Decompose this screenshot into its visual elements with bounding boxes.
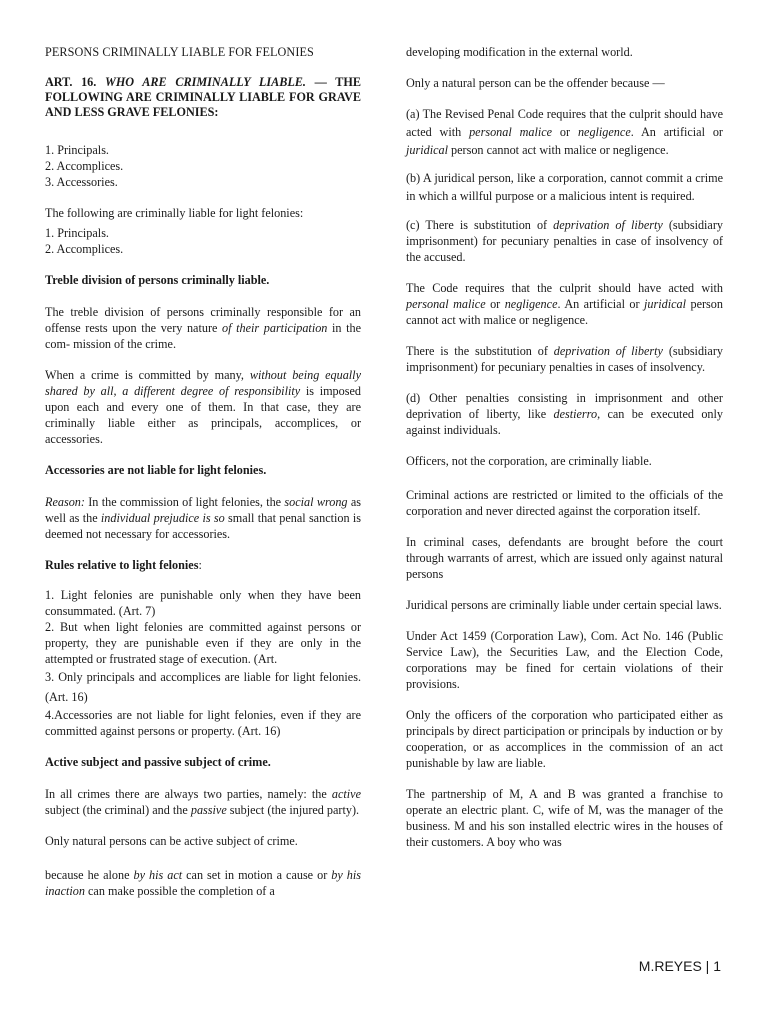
italic-run: personal malice [469, 125, 553, 139]
grave-felonies-list [45, 142, 361, 190]
italic-run: deprivation of liberty [553, 344, 663, 358]
treble-division-heading: Treble division of persons criminally liable. [45, 273, 270, 287]
text-run: There is the substitution of [406, 344, 554, 358]
only-officers-paragraph: Only the officers of the corporation who participated either as principals by direct participation or principals by induction or by cooperation, or as accomplices in the commission of an act punishable by law are liable. [406, 708, 723, 770]
list-item: 2. Accomplices. [45, 159, 124, 173]
text-run: can set in motion a cause or [182, 868, 332, 882]
reason-b-paragraph: (b) A juridical person, like a corporation, cannot commit a crime in which a willful purpose or a malicious intent is required. [406, 171, 723, 203]
italic-run: of their participation [222, 321, 328, 335]
because-paragraph [45, 867, 361, 899]
rules-list [45, 587, 361, 739]
rules-heading [45, 557, 361, 573]
article-title: WHO ARE CRIMINALLY LIABLE. [104, 75, 306, 89]
italic-run: social wrong [284, 495, 348, 509]
text-run: can make possible the completion of a [84, 884, 275, 898]
text-run: : [198, 558, 202, 572]
italic-run: negligence [504, 297, 558, 311]
treble-paragraph-2 [45, 367, 361, 447]
reason-paragraph [45, 494, 361, 542]
text-run: . An artificial or [557, 297, 645, 311]
list-item: 1. Principals. [45, 226, 109, 240]
text-run: (subsidiary imprisonment) for pecuniary penalties in case of insolvency of the accused. [406, 218, 723, 264]
accessories-heading: Accessories are not liable for light felonies. [45, 463, 267, 477]
substitution-paragraph [406, 343, 723, 375]
partnership-paragraph: The partnership of M, A and B was granted a franchise to operate an electric plant. C, wife of M, was the manager of the business. M and his son installed electric wires in the houses of their customers. A boy who was [406, 787, 723, 849]
text-run: In all crimes there are always two parties, namely: the [45, 787, 332, 801]
text-run: Rules relative to light felonies [45, 558, 199, 572]
text-run: person cannot act with malice or negligence. [406, 297, 723, 327]
text-run: In the commission of light felonies, the [84, 495, 285, 509]
reason-label: Reason: [45, 495, 85, 509]
text-run: , can be executed only against individuals. [406, 407, 723, 437]
list-item: 1. Light felonies are punishable only when they have been consummated. (Art. 7) [45, 588, 361, 618]
page-footer: M.REYES | 1 [638, 958, 721, 974]
natural-persons-paragraph: Only natural persons can be active subject of crime. [45, 834, 298, 848]
list-item: 1. Principals. [45, 143, 109, 157]
active-passive-paragraph [45, 786, 361, 818]
text-run: person cannot act with malice or negligence. [447, 143, 669, 157]
active-subject-heading: Active subject and passive subject of crime. [45, 755, 271, 769]
code-requires-paragraph [406, 280, 723, 328]
criminal-cases-paragraph: In criminal cases, defendants are brought before the court through warrants of arrest, which are issued only against natural persons [406, 535, 723, 581]
list-item: 2. But when light felonies are committed against persons or property, they are punishable even if they are only in the attempted or frustrated stage of execution. (Art. [45, 620, 361, 666]
text-run: (c) There is substitution of [406, 218, 554, 232]
text-run: When a crime is committed by many, [45, 368, 250, 382]
text-run: The treble division of persons criminally responsible for an offense rests upon the very nature [45, 305, 361, 335]
list-item: 3. Accessories. [45, 175, 118, 189]
text-run: or [552, 125, 578, 139]
section-title: PERSONS CRIMINALLY LIABLE FOR FELONIES [45, 45, 314, 59]
text-run: is imposed upon each and every one of them. In that case, they are criminally liable either as principals, accomplices, or accessories. [45, 384, 361, 446]
list-item: 3. Only principals and accomplices are liable for light felonies. (Art. 16) [45, 670, 361, 704]
italic-run: passive [190, 803, 227, 817]
text-run: small that penal sanction is deemed not necessary for accessories. [45, 511, 361, 541]
italic-run: active [331, 787, 361, 801]
text-run: The Code requires that the culprit should have acted with [406, 281, 723, 295]
treble-paragraph-1 [45, 304, 361, 352]
text-run: (d) Other penalties consisting in imprisonment and other deprivation of liberty, like [406, 391, 723, 421]
text-run: . An artificial or [630, 125, 723, 139]
reason-a-paragraph [406, 105, 723, 159]
italic-run: juridical [644, 297, 687, 311]
reason-d-paragraph [406, 390, 723, 438]
list-item: 4.Accessories are not liable for light felonies, even if they are committed against persons or property. (Art. 16) [45, 708, 361, 738]
italic-run: by his act [133, 868, 183, 882]
text-run: subject (the criminal) and the [45, 803, 191, 817]
right-column [406, 44, 723, 865]
text-run: (a) The Revised Penal Code requires that the culprit should have acted with [406, 107, 723, 139]
italic-run: personal malice [406, 297, 486, 311]
criminal-actions-paragraph: Criminal actions are restricted or limited to the officials of the corporation and never directed against the corporation itself. [406, 488, 723, 518]
juridical-paragraph: Juridical persons are criminally liable under certain special laws. [406, 598, 722, 612]
officers-paragraph: Officers, not the corporation, are criminally liable. [406, 454, 652, 468]
offender-intro: Only a natural person can be the offender because — [406, 76, 665, 90]
text-run: in the com- mission of the crime. [45, 321, 361, 351]
text-run: because he alone [45, 868, 134, 882]
text-run: subject (the injured party). [226, 803, 360, 817]
italic-run: by his inaction [45, 868, 361, 898]
text-run: (subsidiary imprisonment) for pecuniary penalties in cases of insolvency. [406, 344, 723, 374]
italic-run: deprivation of liberty [553, 218, 663, 232]
light-felonies-list [45, 225, 361, 257]
article-heading [45, 75, 361, 120]
italic-run: negligence [577, 125, 631, 139]
reason-c-paragraph [406, 217, 723, 265]
italic-run: without being equally shared by all, a different degree of responsibility [45, 368, 361, 398]
italic-run: juridical [406, 143, 448, 157]
light-felonies-intro: The following are criminally liable for light felonies: [45, 206, 304, 220]
article-subtitle: — THE FOLLOWING ARE CRIMINALLY LIABLE FOR GRAVE AND LESS GRAVE FELONIES: [45, 75, 361, 119]
text-run: as well as the [45, 495, 361, 525]
text-run: or [485, 297, 505, 311]
act-paragraph: Under Act 1459 (Corporation Law), Com. Act No. 146 (Public Service Law), the Securities Law, and the Election Code, corporations may be fined for certain violations of their provisions. [406, 629, 723, 691]
list-item: 2. Accomplices. [45, 242, 124, 256]
italic-run: destierro [553, 407, 598, 421]
continuation-paragraph: developing modification in the external world. [406, 45, 633, 59]
article-number: ART. 16. [45, 75, 105, 89]
left-column [45, 44, 361, 914]
italic-run: individual prejudice is so [100, 511, 225, 525]
